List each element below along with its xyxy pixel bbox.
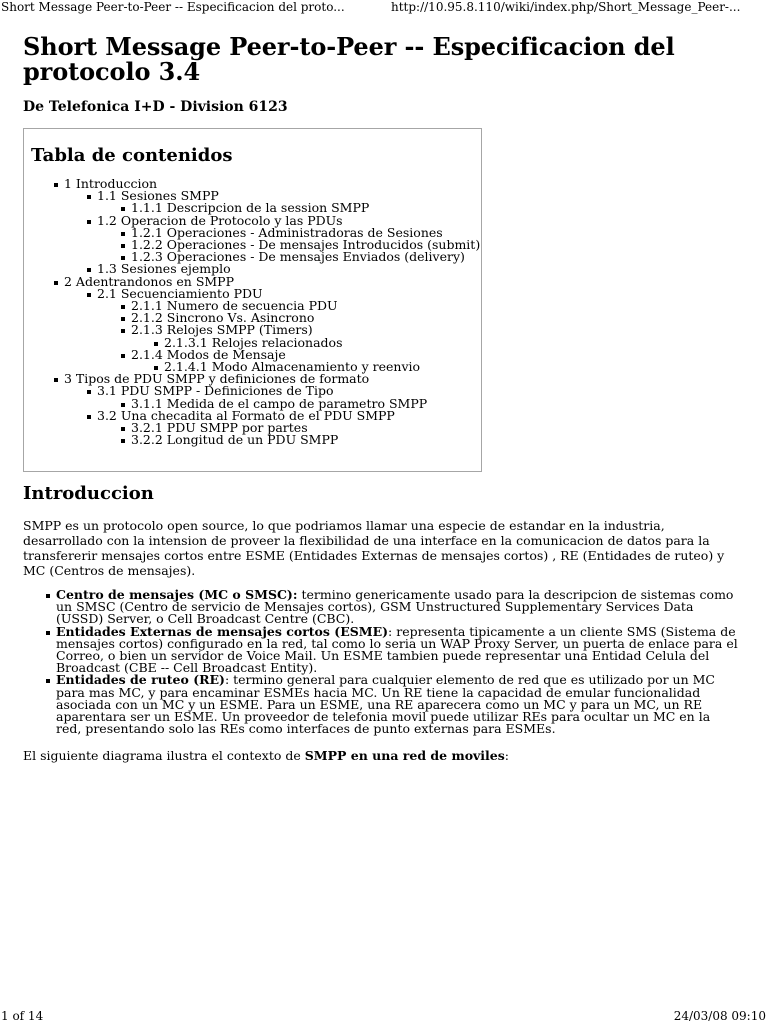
definition-item [23, 623, 739, 676]
definition-term: Entidades de ruteo (RE) [56, 672, 225, 688]
toc-link[interactable]: 1.3 Sesiones ejemplo [31, 263, 481, 275]
definition-text: : representa tipicamente a un cliente SMS (Sistema de mensajes cortos) configurado en la red, tal como lo seria un WAP Proxy Server, un puerta de enlace para el Correo, o bien un servidor de Voice Mail. Un ESME tambien puede representar una Entidad Celula del Broadcast (CBE -- Cell Broadcast Entity). [56, 623, 738, 676]
toc-link[interactable]: 3.1.1 Medida de el campo de parametro SMPP [31, 398, 481, 410]
page-subtitle: De Telefonica I+D - Division 6123 [23, 99, 288, 115]
diagram-intro-prefix: El siguiente diagrama ilustra el contexto de [23, 748, 305, 764]
toc-link[interactable]: 1.1 Sesiones SMPP [31, 190, 481, 202]
article-content [23, 34, 743, 763]
toc-title: Tabla de contenidos [31, 145, 233, 166]
toc-link[interactable]: 1.2.3 Operaciones - De mensajes Enviados (delivery) [31, 251, 481, 263]
diagram-intro-paragraph [23, 748, 739, 763]
toc-link[interactable]: 1 Introduccion [31, 178, 481, 190]
table-of-contents [23, 128, 482, 472]
toc-link[interactable]: 2.1.3 Relojes SMPP (Timers) [31, 324, 481, 336]
toc-list [31, 178, 481, 446]
toc-link[interactable]: 3.2 Una checadita al Formato de el PDU SMPP [31, 410, 481, 422]
definition-text: : termino general para cualquier elemento de red que es utilizado por un MC para mas MC, y para encaminar ESMEs hacia MC. Un RE tiene la capacidad de emular funcionalidad asociada con un MC y un ESME. Para un ESME, una RE aparecera como un MC y para un MC, un RE aparentara ser un ESME. Un proveedor de telefonia movil puede utilizar REs para ocultar un MC en la red, presentando solo las REs como interfaces de punto externas para ESMEs. [56, 672, 715, 737]
diagram-intro-suffix: : [504, 748, 510, 764]
print-header-title: Short Message Peer-to-Peer -- Especificacion del proto... [1, 0, 345, 14]
print-footer [0, 1009, 768, 1025]
print-header [0, 0, 768, 16]
definitions-list [23, 589, 743, 735]
print-footer-datetime: 24/03/08 09:10 [673, 1009, 766, 1023]
intro-paragraph: SMPP es un protocolo open source, lo que podriamos llamar una especie de estandar en la industria, desarrollado con la intension de proveer la flexibilidad de una interface en la comunicacion de datos para la transfererir mensajes cortos entre ESME (Entidades Externas de mensajes cortos) , RE (Entidades de ruteo) y MC (Centros de mensajes). [23, 518, 725, 578]
toc-link[interactable]: 1.1.1 Descripcion de la session SMPP [31, 202, 481, 214]
diagram-intro-bold: SMPP en una red de moviles [304, 748, 505, 764]
definition-text: termino genericamente usado para la descripcion de sistemas como un SMSC (Centro de servicio de Mensajes cortos), GSM Unstructured Supplementary Services Data (USSD) Server, o Cell Broadcast Centre (CBC). [56, 587, 734, 627]
print-footer-page: 1 of 14 [1, 1009, 44, 1023]
toc-link[interactable]: 3 Tipos de PDU SMPP y definiciones de formato [31, 373, 481, 385]
definition-term: Entidades Externas de mensajes cortos (ESME) [56, 623, 389, 639]
toc-link[interactable]: 3.1 PDU SMPP - Definiciones de Tipo [31, 385, 481, 397]
toc-link[interactable]: 2.1.4 Modos de Mensaje [31, 349, 481, 361]
toc-link[interactable]: 3.2.1 PDU SMPP por partes [31, 422, 481, 434]
page-title: Short Message Peer-to-Peer -- Especificacion del protocolo 3.4 [23, 32, 675, 86]
toc-link[interactable]: 2 Adentrandonos en SMPP [31, 276, 481, 288]
print-header-url: http://10.95.8.110/wiki/index.php/Short_Message_Peer-... [391, 0, 741, 14]
toc-link[interactable]: 2.1.3.1 Relojes relacionados [31, 337, 481, 349]
definition-term: Centro de mensajes (MC o SMSC): [56, 587, 298, 602]
toc-link[interactable]: 2.1 Secuenciamiento PDU [31, 288, 481, 300]
toc-link[interactable]: 1.2 Operacion de Protocolo y las PDUs [31, 215, 481, 227]
toc-link[interactable]: 2.1.2 Sincrono Vs. Asincrono [31, 312, 481, 324]
toc-link[interactable]: 3.2.2 Longitud de un PDU SMPP [31, 434, 481, 446]
toc-link[interactable]: 2.1.4.1 Modo Almacenamiento y reenvio [31, 361, 481, 373]
definition-item [23, 589, 739, 626]
toc-link[interactable]: 1.2.1 Operaciones - Administradoras de Sesiones [31, 227, 481, 239]
definition-item [23, 674, 739, 735]
toc-link[interactable]: 2.1.1 Numero de secuencia PDU [31, 300, 481, 312]
section-heading-introduccion: Introduccion [23, 483, 154, 504]
toc-link[interactable]: 1.2.2 Operaciones - De mensajes Introducidos (submit) [31, 239, 481, 251]
